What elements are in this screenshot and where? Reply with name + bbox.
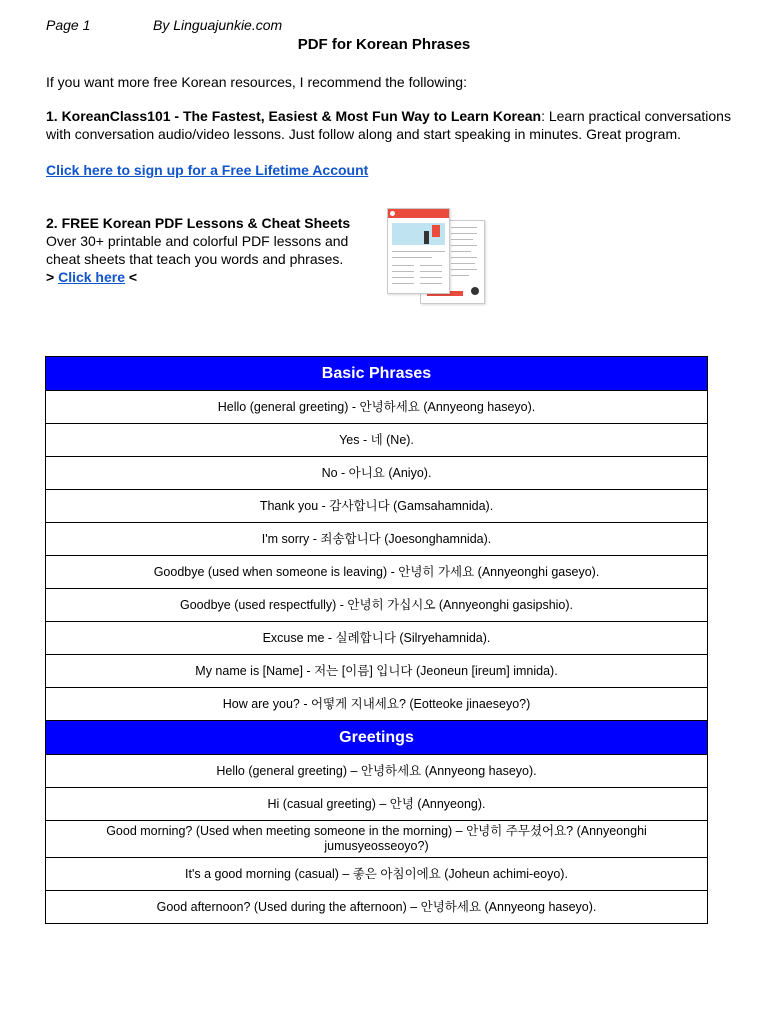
resource-2-description: Over 30+ printable and colorful PDF lessons and cheat sheets that teach you words and phrases. — [46, 233, 349, 267]
table-row: Yes - 네 (Ne). — [46, 424, 708, 457]
pdf-preview-front-image — [387, 208, 450, 294]
resource-2 — [46, 214, 366, 286]
table-row: Hi (casual greeting) – 안녕 (Annyeong). — [46, 788, 708, 821]
table-row: Hello (general greeting) - 안녕하세요 (Annyeong haseyo). — [46, 391, 708, 424]
table-row: No - 아니요 (Aniyo). — [46, 457, 708, 490]
table-row: Goodbye (used when someone is leaving) - 안녕히 가세요 (Annyeonghi gaseyo). — [46, 556, 708, 589]
table-row: Good afternoon? (Used during the afternoon) – 안녕하세요 (Annyeong haseyo). — [46, 891, 708, 924]
table-row: I'm sorry - 죄송합니다 (Joesonghamnida). — [46, 523, 708, 556]
table-row: Excuse me - 실례합니다 (Silryehamnida). — [46, 622, 708, 655]
pdf-lessons-link[interactable]: Click here — [58, 269, 126, 285]
table-row: Good morning? (Used when meeting someone in the morning) – 안녕히 주무셨어요? (Annyeonghi jumusyeosseoyo?) — [46, 821, 708, 858]
table-row: My name is [Name] - 저는 [이름] 입니다 (Jeoneun [ireum] imnida). — [46, 655, 708, 688]
section-header-basic-phrases: Basic Phrases — [46, 357, 708, 391]
table-row: How are you? - 어떻게 지내세요? (Eotteoke jinaeseyo?) — [46, 688, 708, 721]
resource-1-link-container — [46, 161, 368, 179]
author-credit: By Linguajunkie.com — [153, 17, 283, 33]
table-row: Hello (general greeting) – 안녕하세요 (Annyeong haseyo). — [46, 755, 708, 788]
table-row: Goodbye (used respectfully) - 안녕히 가십시오 (Annyeonghi gasipshio). — [46, 589, 708, 622]
free-account-link[interactable]: Click here to sign up for a Free Lifetime Account — [46, 162, 369, 178]
resource-2-title: 2. FREE Korean PDF Lessons & Cheat Sheets — [46, 215, 351, 231]
page-number: Page 1 — [46, 17, 91, 33]
document-title: PDF for Korean Phrases — [297, 36, 471, 53]
section-header-greetings: Greetings — [46, 721, 708, 755]
link-suffix: < — [128, 269, 138, 285]
table-row: Thank you - 감사합니다 (Gamsahamnida). — [46, 490, 708, 523]
table-row: It's a good morning (casual) – 좋은 아침이에요 (Joheun achimi-eoyo). — [46, 858, 708, 891]
resource-1-description: : Learn practical conversations with conversation audio/video lessons. Just follow along and start speaking in minutes. Great program. — [46, 108, 731, 142]
resource-1 — [46, 107, 746, 143]
phrases-table — [45, 356, 708, 924]
intro-text: If you want more free Korean resources, I recommend the following: — [46, 74, 467, 90]
resource-1-title: 1. KoreanClass101 - The Fastest, Easiest & Most Fun Way to Learn Korean — [46, 108, 542, 124]
link-prefix: > — [46, 269, 55, 285]
